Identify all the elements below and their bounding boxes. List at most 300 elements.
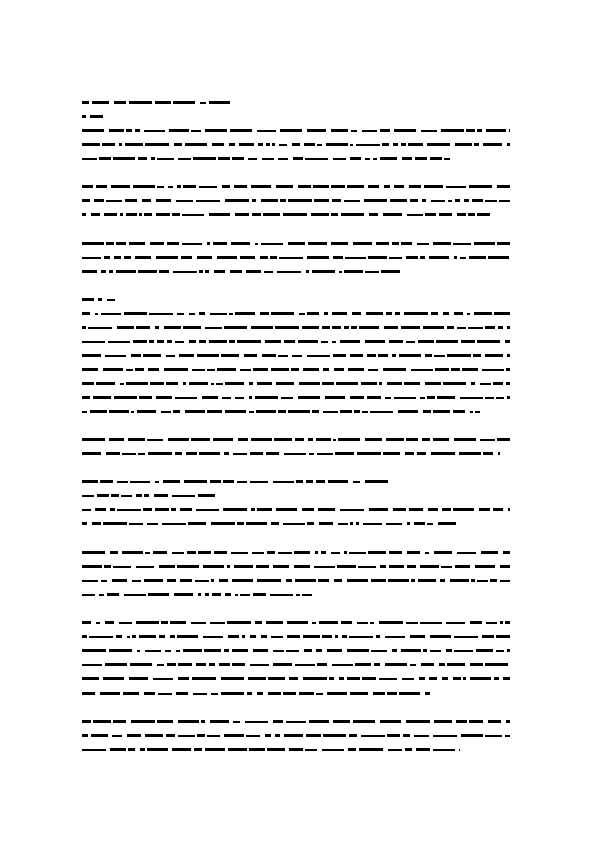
word-mark bbox=[224, 649, 229, 652]
word-mark bbox=[406, 341, 415, 343]
word-mark bbox=[227, 621, 251, 624]
word-mark bbox=[204, 649, 221, 652]
word-mark bbox=[178, 677, 189, 680]
word-mark bbox=[136, 326, 150, 329]
word-mark bbox=[117, 509, 141, 511]
word-mark bbox=[82, 480, 98, 483]
word-mark bbox=[82, 298, 94, 301]
word-mark bbox=[145, 143, 169, 146]
word-mark bbox=[423, 326, 444, 329]
word-mark bbox=[124, 312, 147, 315]
word-mark bbox=[137, 410, 156, 413]
word-mark bbox=[175, 397, 197, 399]
word-mark bbox=[213, 242, 227, 245]
word-mark bbox=[411, 579, 415, 582]
word-mark bbox=[120, 383, 124, 385]
word-mark bbox=[111, 494, 119, 497]
word-mark bbox=[306, 480, 313, 483]
word-mark bbox=[151, 157, 155, 160]
word-mark bbox=[500, 565, 510, 568]
text-line bbox=[82, 256, 510, 259]
word-mark bbox=[82, 734, 88, 737]
word-mark bbox=[316, 438, 331, 441]
word-mark bbox=[209, 663, 215, 666]
word-mark bbox=[370, 411, 393, 413]
word-mark bbox=[200, 102, 206, 104]
word-mark bbox=[110, 551, 118, 554]
word-mark bbox=[143, 354, 161, 357]
word-mark bbox=[507, 354, 510, 357]
word-mark bbox=[89, 636, 113, 638]
word-mark bbox=[272, 143, 275, 146]
word-mark bbox=[323, 368, 329, 371]
word-mark bbox=[480, 383, 491, 385]
word-mark bbox=[279, 257, 303, 259]
word-mark bbox=[358, 566, 376, 568]
word-mark bbox=[199, 340, 206, 343]
text-line bbox=[82, 312, 510, 315]
word-mark bbox=[232, 663, 245, 666]
word-mark bbox=[145, 734, 163, 737]
word-mark bbox=[262, 158, 274, 160]
word-mark bbox=[433, 438, 449, 441]
text-line bbox=[82, 354, 510, 357]
word-mark bbox=[136, 621, 159, 624]
word-mark bbox=[453, 677, 461, 680]
word-mark bbox=[140, 748, 145, 751]
word-mark bbox=[232, 579, 253, 582]
word-mark bbox=[278, 552, 292, 554]
word-mark bbox=[420, 256, 425, 259]
word-mark bbox=[157, 664, 164, 666]
word-mark bbox=[354, 410, 360, 413]
word-mark bbox=[163, 480, 180, 483]
word-mark bbox=[327, 649, 342, 652]
text-line bbox=[82, 340, 510, 343]
word-mark bbox=[389, 340, 403, 343]
word-mark bbox=[251, 438, 272, 441]
word-mark bbox=[128, 748, 135, 751]
word-mark bbox=[136, 566, 154, 568]
word-mark bbox=[321, 551, 326, 554]
word-mark bbox=[178, 158, 191, 160]
word-mark bbox=[456, 720, 467, 723]
word-mark bbox=[442, 677, 448, 680]
word-mark bbox=[339, 677, 344, 680]
word-mark bbox=[261, 243, 283, 245]
word-mark bbox=[121, 495, 132, 497]
word-mark bbox=[232, 649, 248, 652]
word-mark bbox=[499, 200, 510, 202]
word-mark bbox=[280, 129, 302, 132]
word-mark bbox=[178, 720, 199, 723]
word-mark bbox=[221, 677, 244, 680]
word-mark bbox=[341, 621, 352, 624]
word-mark bbox=[138, 453, 145, 455]
word-mark bbox=[82, 452, 101, 455]
word-mark bbox=[155, 481, 159, 483]
word-mark bbox=[183, 649, 202, 652]
word-mark bbox=[278, 410, 286, 413]
word-mark bbox=[283, 523, 305, 525]
word-mark bbox=[248, 677, 266, 680]
word-mark bbox=[149, 313, 173, 315]
word-mark bbox=[365, 271, 379, 273]
word-mark bbox=[284, 734, 303, 737]
word-mark bbox=[82, 396, 90, 399]
word-mark bbox=[485, 663, 508, 666]
word-mark bbox=[477, 129, 482, 132]
word-mark bbox=[405, 748, 412, 751]
word-mark bbox=[339, 271, 342, 273]
word-mark bbox=[268, 692, 281, 695]
word-mark bbox=[104, 256, 110, 259]
word-mark bbox=[93, 396, 111, 399]
word-mark bbox=[90, 115, 103, 118]
word-mark bbox=[99, 157, 111, 160]
word-mark bbox=[205, 327, 222, 329]
word-mark bbox=[434, 720, 452, 723]
word-mark bbox=[295, 579, 316, 582]
word-mark bbox=[299, 382, 320, 385]
word-mark bbox=[177, 635, 198, 638]
word-mark bbox=[240, 594, 250, 596]
word-mark bbox=[178, 735, 195, 737]
word-mark bbox=[172, 213, 180, 216]
word-mark bbox=[392, 242, 399, 245]
word-mark bbox=[253, 368, 268, 371]
word-mark bbox=[292, 143, 300, 146]
word-mark bbox=[256, 565, 269, 568]
word-mark bbox=[436, 340, 458, 343]
word-mark bbox=[175, 452, 182, 455]
word-mark bbox=[219, 579, 228, 582]
word-mark bbox=[295, 438, 304, 441]
word-mark bbox=[82, 158, 97, 160]
word-mark bbox=[82, 522, 87, 525]
word-mark bbox=[420, 622, 442, 624]
word-mark bbox=[371, 579, 386, 582]
word-mark bbox=[136, 494, 142, 497]
word-mark bbox=[505, 735, 510, 737]
word-mark bbox=[231, 552, 248, 554]
word-mark bbox=[133, 185, 155, 188]
word-mark bbox=[82, 354, 101, 357]
word-mark bbox=[383, 368, 406, 371]
word-mark bbox=[189, 313, 195, 315]
word-mark bbox=[82, 621, 91, 624]
word-mark bbox=[153, 551, 167, 554]
word-mark bbox=[476, 649, 493, 652]
word-mark bbox=[228, 748, 247, 751]
word-mark bbox=[238, 438, 248, 441]
word-mark bbox=[224, 734, 244, 737]
word-mark bbox=[82, 312, 90, 315]
word-mark bbox=[389, 257, 402, 259]
word-mark bbox=[423, 410, 431, 413]
word-mark bbox=[234, 185, 247, 188]
word-mark bbox=[453, 410, 465, 413]
word-mark bbox=[104, 213, 117, 216]
word-mark bbox=[454, 636, 478, 638]
word-mark bbox=[446, 186, 466, 188]
word-mark bbox=[322, 635, 332, 638]
word-mark bbox=[425, 552, 429, 554]
word-mark bbox=[446, 649, 452, 652]
word-mark bbox=[103, 368, 123, 371]
word-mark bbox=[409, 185, 421, 188]
word-mark bbox=[420, 397, 425, 399]
word-mark bbox=[455, 143, 472, 146]
word-mark bbox=[273, 481, 294, 483]
word-mark bbox=[250, 481, 268, 483]
text-line bbox=[82, 185, 510, 188]
word-mark bbox=[255, 621, 262, 624]
text-line bbox=[82, 396, 510, 399]
word-mark bbox=[162, 523, 186, 525]
word-mark bbox=[189, 340, 196, 343]
word-mark bbox=[117, 481, 128, 483]
word-mark bbox=[460, 257, 466, 259]
text-line bbox=[82, 326, 510, 329]
word-mark bbox=[443, 382, 466, 385]
word-mark bbox=[493, 382, 503, 385]
word-mark bbox=[281, 397, 293, 399]
word-mark bbox=[212, 143, 224, 146]
word-mark bbox=[176, 650, 180, 652]
word-mark bbox=[474, 242, 495, 245]
word-mark bbox=[232, 157, 244, 160]
word-mark bbox=[357, 452, 381, 455]
word-mark bbox=[420, 565, 439, 568]
word-mark bbox=[427, 396, 435, 399]
word-mark bbox=[106, 200, 122, 202]
word-mark bbox=[429, 256, 449, 259]
word-mark bbox=[472, 199, 483, 202]
word-mark bbox=[88, 327, 112, 329]
word-mark bbox=[130, 663, 152, 666]
word-mark bbox=[447, 326, 454, 329]
word-mark bbox=[82, 199, 90, 202]
word-mark bbox=[299, 313, 305, 315]
word-mark bbox=[211, 579, 214, 582]
text-line bbox=[82, 410, 480, 413]
word-mark bbox=[276, 185, 293, 188]
word-mark bbox=[250, 635, 256, 638]
word-mark bbox=[407, 551, 420, 554]
word-mark bbox=[155, 101, 171, 104]
word-mark bbox=[507, 649, 510, 652]
word-mark bbox=[324, 312, 328, 315]
word-mark bbox=[304, 649, 312, 652]
word-mark bbox=[332, 341, 336, 343]
word-mark bbox=[387, 692, 397, 695]
text-line bbox=[82, 692, 430, 695]
word-mark bbox=[111, 185, 130, 188]
word-mark bbox=[103, 677, 124, 680]
word-mark bbox=[192, 677, 216, 680]
word-mark bbox=[411, 369, 433, 371]
word-mark bbox=[490, 579, 497, 582]
word-mark bbox=[303, 677, 327, 680]
word-mark bbox=[344, 551, 347, 554]
word-mark bbox=[497, 242, 510, 245]
text-line bbox=[82, 522, 460, 525]
section-heading-line bbox=[82, 101, 230, 104]
word-mark bbox=[382, 143, 389, 146]
word-mark bbox=[257, 579, 281, 582]
word-mark bbox=[217, 256, 237, 259]
text-line bbox=[82, 565, 510, 568]
word-mark bbox=[218, 157, 230, 160]
word-mark bbox=[454, 256, 457, 259]
word-mark bbox=[229, 313, 233, 315]
word-mark bbox=[435, 368, 449, 371]
word-mark bbox=[361, 735, 385, 737]
word-mark bbox=[92, 522, 101, 525]
word-mark bbox=[202, 396, 218, 399]
word-mark bbox=[507, 143, 510, 146]
text-line bbox=[82, 649, 510, 652]
word-mark bbox=[225, 593, 231, 596]
word-mark bbox=[145, 650, 161, 652]
word-mark bbox=[253, 649, 268, 652]
word-mark bbox=[257, 382, 272, 385]
word-mark bbox=[91, 213, 100, 216]
word-mark bbox=[107, 593, 119, 596]
word-mark bbox=[402, 157, 412, 160]
word-mark bbox=[91, 734, 108, 737]
word-mark bbox=[82, 382, 94, 385]
section-heading-line bbox=[82, 494, 220, 497]
word-mark bbox=[273, 663, 292, 666]
word-mark bbox=[404, 382, 420, 385]
text-line bbox=[82, 593, 315, 596]
word-mark bbox=[469, 185, 492, 188]
word-mark bbox=[106, 452, 120, 455]
word-mark bbox=[122, 453, 136, 455]
word-mark bbox=[296, 480, 303, 483]
word-mark bbox=[326, 143, 348, 146]
word-mark bbox=[389, 565, 404, 568]
word-mark bbox=[448, 200, 452, 202]
word-mark bbox=[348, 368, 364, 371]
word-mark bbox=[156, 213, 170, 216]
word-mark bbox=[286, 650, 299, 652]
word-mark bbox=[317, 663, 327, 666]
word-mark bbox=[265, 734, 271, 737]
word-mark bbox=[122, 551, 143, 554]
word-mark bbox=[292, 355, 302, 357]
word-mark bbox=[425, 692, 430, 695]
word-mark bbox=[166, 355, 175, 357]
word-mark bbox=[451, 368, 460, 371]
word-mark bbox=[303, 635, 320, 638]
word-mark bbox=[275, 326, 299, 329]
word-mark bbox=[167, 663, 176, 666]
word-mark bbox=[150, 382, 164, 385]
word-mark bbox=[116, 242, 126, 245]
word-mark bbox=[351, 326, 357, 329]
word-mark bbox=[419, 677, 425, 680]
word-mark bbox=[406, 720, 430, 723]
word-mark bbox=[105, 663, 127, 666]
word-mark bbox=[325, 396, 345, 399]
word-mark bbox=[314, 566, 335, 568]
word-mark bbox=[182, 243, 202, 245]
word-mark bbox=[461, 340, 475, 343]
word-mark bbox=[183, 185, 196, 188]
word-mark bbox=[250, 664, 269, 666]
word-mark bbox=[170, 621, 186, 624]
word-mark bbox=[381, 270, 400, 273]
word-mark bbox=[211, 693, 218, 695]
word-mark bbox=[430, 650, 441, 652]
word-mark bbox=[82, 115, 86, 118]
word-mark bbox=[431, 452, 455, 455]
word-mark bbox=[422, 438, 430, 441]
word-mark bbox=[101, 580, 107, 582]
word-mark bbox=[168, 438, 189, 441]
word-mark bbox=[322, 326, 330, 329]
word-mark bbox=[384, 326, 398, 329]
word-mark bbox=[334, 579, 342, 582]
word-mark bbox=[234, 565, 253, 568]
word-mark bbox=[283, 213, 307, 216]
word-mark bbox=[485, 200, 497, 202]
word-mark bbox=[386, 438, 404, 441]
word-mark bbox=[177, 565, 199, 568]
text-line bbox=[82, 270, 400, 273]
word-mark bbox=[367, 396, 381, 399]
word-mark bbox=[82, 509, 91, 511]
word-mark bbox=[308, 242, 327, 245]
word-mark bbox=[159, 565, 175, 568]
text-line bbox=[82, 621, 510, 624]
word-mark bbox=[222, 397, 231, 399]
word-mark bbox=[331, 129, 348, 132]
word-mark bbox=[126, 369, 133, 371]
word-mark bbox=[422, 199, 426, 202]
word-mark bbox=[441, 129, 464, 132]
word-mark bbox=[468, 213, 475, 216]
word-mark bbox=[267, 748, 285, 751]
word-mark bbox=[203, 565, 224, 568]
word-mark bbox=[370, 622, 374, 624]
word-mark bbox=[480, 439, 495, 441]
word-mark bbox=[455, 565, 470, 568]
word-mark bbox=[155, 508, 169, 511]
word-mark bbox=[97, 494, 109, 497]
word-mark bbox=[277, 271, 301, 273]
word-mark bbox=[410, 199, 418, 202]
word-mark bbox=[477, 580, 488, 582]
word-mark bbox=[335, 635, 338, 638]
word-mark bbox=[161, 411, 171, 413]
word-mark bbox=[144, 494, 149, 497]
word-mark bbox=[156, 199, 171, 202]
word-mark bbox=[191, 130, 201, 132]
word-mark bbox=[82, 143, 100, 146]
word-mark bbox=[249, 748, 265, 751]
word-mark bbox=[173, 101, 195, 104]
word-mark bbox=[306, 270, 309, 273]
word-mark bbox=[368, 551, 386, 554]
word-mark bbox=[216, 383, 223, 385]
word-mark bbox=[191, 438, 210, 441]
word-mark bbox=[233, 453, 247, 455]
word-mark bbox=[209, 101, 230, 104]
